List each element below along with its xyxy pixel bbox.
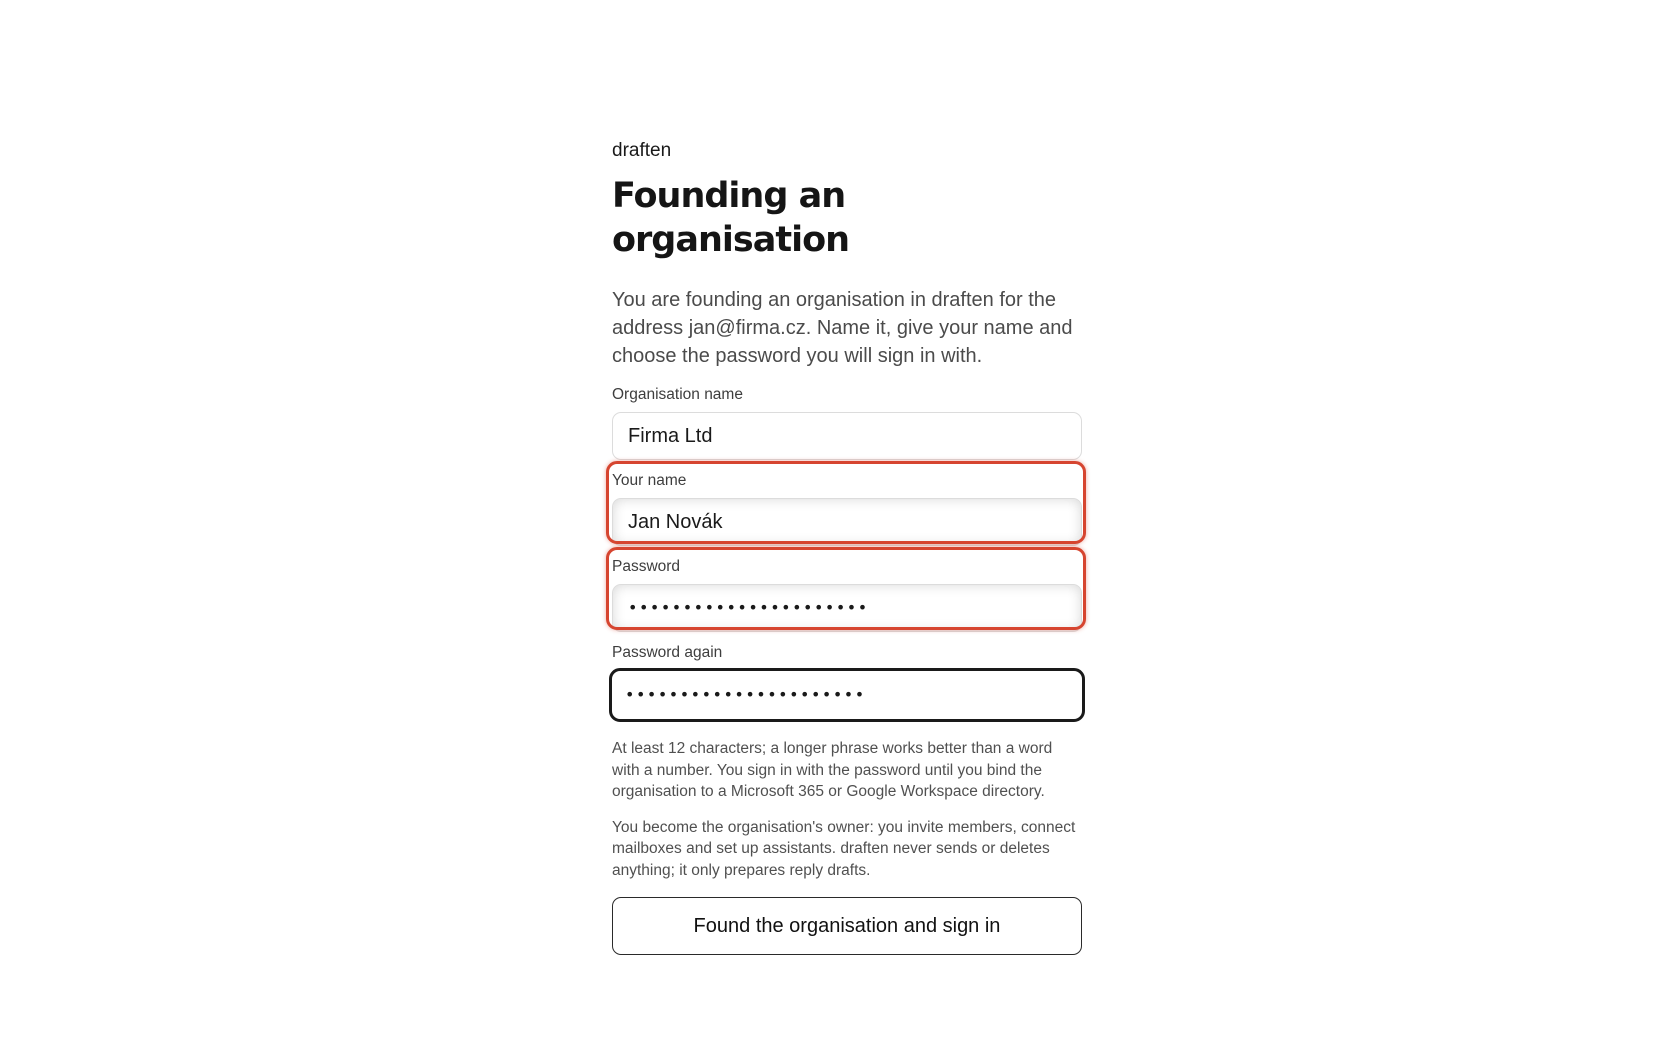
your-name-field <box>612 471 1084 546</box>
password-again-label: Password again <box>612 644 723 661</box>
org-name-input[interactable]: Firma Ltd <box>612 412 1082 460</box>
password-again-field <box>612 643 1084 722</box>
org-name-field <box>612 385 1084 460</box>
founding-form-card <box>612 132 1084 955</box>
password-input[interactable]: •••••••••••••••••••••• <box>612 584 1082 632</box>
password-field <box>612 557 1084 632</box>
your-name-input[interactable]: Jan Novák <box>612 498 1082 546</box>
brand-name: draften <box>612 140 672 161</box>
page-title: Founding an organisation <box>612 176 850 260</box>
password-again-input[interactable]: •••••••••••••••••••••• <box>609 668 1085 722</box>
password-hint: At least 12 characters; a longer phrase works better than a word with a number. You sign in with the password until you bind the organisation to a Microsoft 365 or Google Workspace directory. <box>612 740 1053 800</box>
owner-hint: You become the organisation's owner: you invite members, connect mailboxes and set up assistants. draften never sends or deletes anything; it only prepares reply drafts. <box>612 818 1076 879</box>
your-name-label: Your name <box>612 472 687 489</box>
found-organisation-button[interactable]: Found the organisation and sign in <box>612 897 1082 955</box>
intro-text: You are founding an organisation in draften for the address jan@firma.cz. Name it, give your name and choose the password you will sign in with. <box>612 289 1073 367</box>
org-name-label: Organisation name <box>612 386 743 403</box>
password-label: Password <box>612 558 681 575</box>
